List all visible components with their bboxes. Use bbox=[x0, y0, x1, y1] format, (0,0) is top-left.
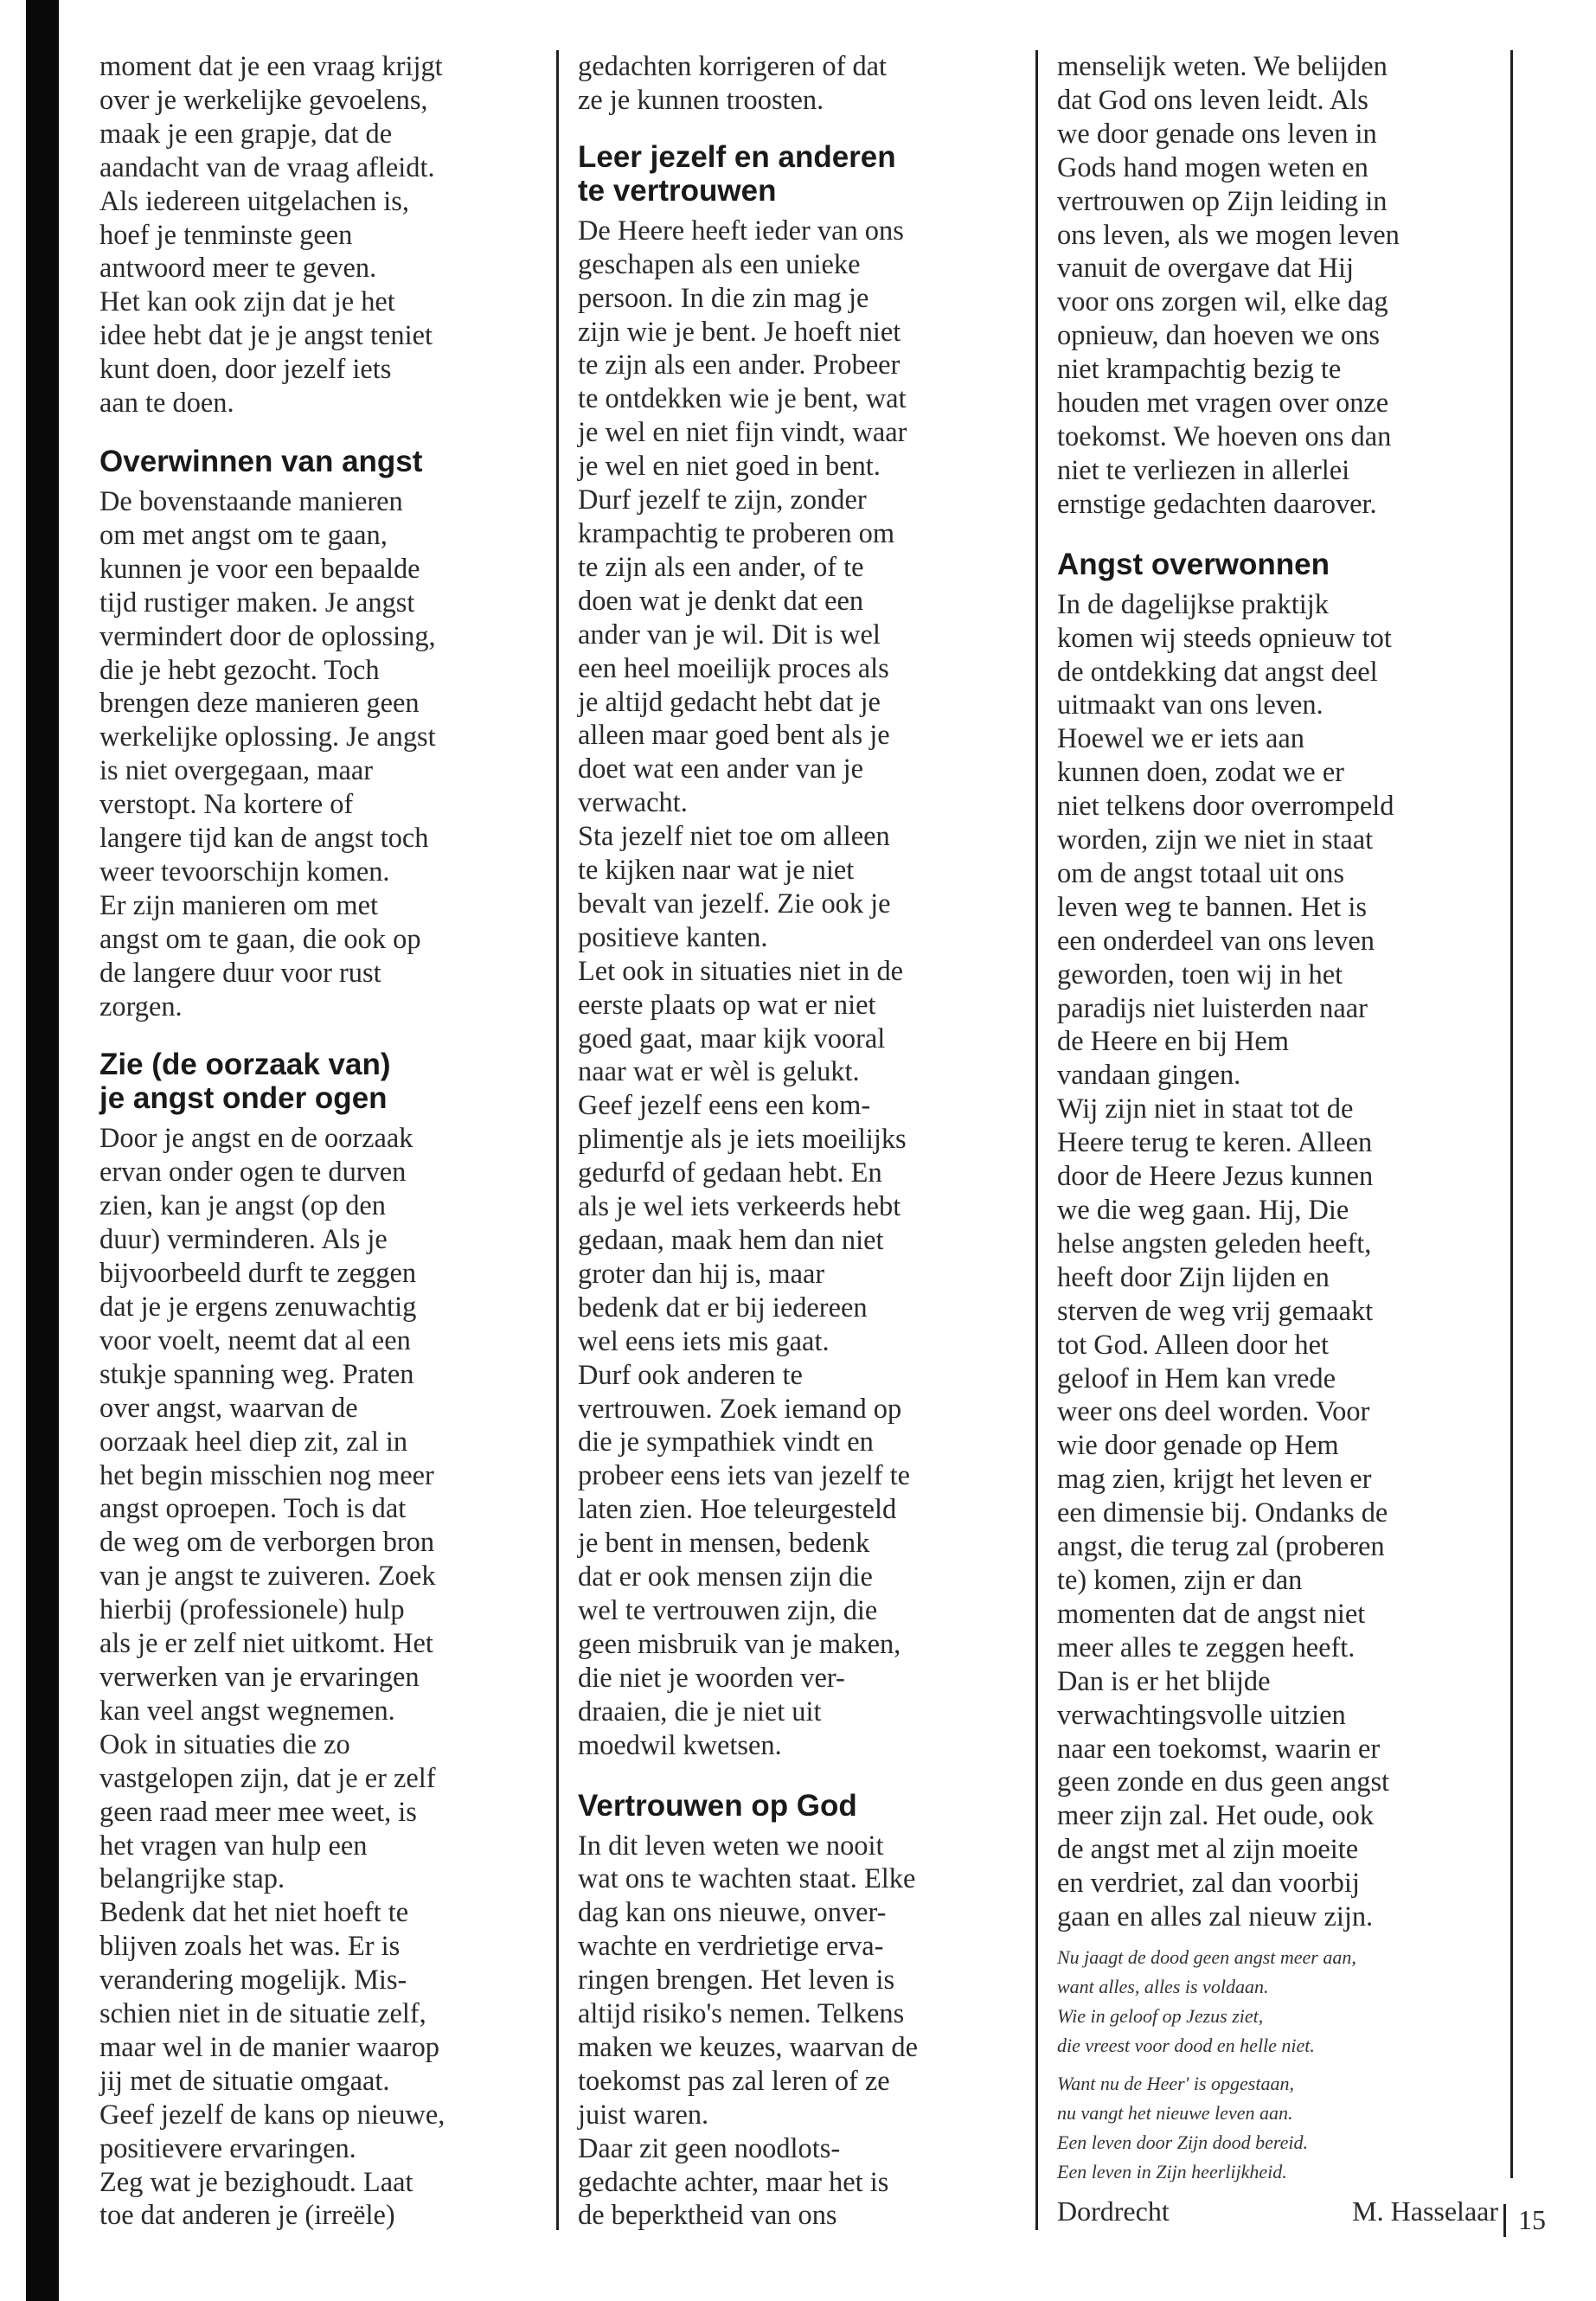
page-number-rule bbox=[1503, 2204, 1506, 2237]
page-number: 15 bbox=[1518, 2204, 1546, 2235]
heading-angst-overwonnen: Angst overwonnen bbox=[1057, 547, 1330, 581]
column1-section2: Door je angst en de oorzaak ervan onder ogen te durven zien, kan je angst (op den duur) verminderen. Als je bijvoorbeeld durft te zeggen dat je je ergens zenuwachtig voor voelt, neemt dat al een stukje spanning weg. Praten over angst, waarvan de oorzaak heel diep zit, zal in het begin misschien nog meer angst oproepen. Toch is dat de weg om de verborgen bron van je angst te zuiveren. Zoek hierbij (professionele) hulp als je er zelf niet uitkomt. Het verwerken van je ervaringen kan veel angst wegnemen. Ook in situaties die zo vastgelopen zijn, dat je er zelf geen raad meer mee weet, is het vragen van hulp een belangrijke stap. Bedenk dat het niet hoeft te blijven zoals het was. Er is verandering mogelijk. Mis- schien niet in de situatie zelf, maar wel in de manier waarop jij met de situatie omgaat. Geef jezelf de kans op nieuwe, positievere ervaringen. Zeg wat je bezighoudt. Laat toe dat anderen je (irreële) bbox=[99, 1123, 445, 2232]
heading-overwinnen-van-angst: Overwinnen van angst bbox=[99, 444, 423, 478]
column1-intro: moment dat je een vraag krijgt over je werkelijke gevoelens, maak je een grapje, dat de aandacht van de vraag afleidt. Als iedereen uitgelachen is, hoef je tenminste geen antwoord meer te geven. Het kan ook zijn dat je het idee hebt dat je je angst teniet kunt doen, door jezelf iets aan te doen. bbox=[99, 51, 443, 420]
heading-zie-je-angst-onder-ogen: Zie (de oorzaak van) je angst onder ogen bbox=[99, 1048, 391, 1116]
scan-edge-bar bbox=[26, 0, 59, 2301]
column2-section2: In dit leven weten we nooit wat ons te wachten staat. Elke dag kan ons nieuwe, onver- wachte en verdrietige erva- ringen brengen. Het leven is altijd risiko's nemen. Telkens maken we keuzes, waarvan de toekomst pas zal leren of ze juist waren. Daar zit geen noodlots- gedachte achter, maar het is de beperktheid van ons bbox=[578, 1830, 918, 2232]
column-2 bbox=[578, 50, 1019, 2233]
signature-author: M. Hasselaar bbox=[1352, 2195, 1498, 2227]
column-1 bbox=[99, 50, 541, 2233]
poem-stanza-2: Want nu de Heer' is opgestaan, nu vangt het nieuwe leven aan. Een leven door Zijn dood bereid. Een leven in Zijn heerlijkheid. bbox=[1057, 2072, 1309, 2182]
column3-section1: In de dagelijkse praktijk komen wij steeds opnieuw tot de ontdekking dat angst deel uitmaakt van ons leven. Hoewel we er iets aan kunnen doen, zodat we er niet telkens door overrompeld worden, zijn we niet in staat om de angst totaal uit ons leven weg te bannen. Het is een onderdeel van ons leven geworden, toen wij in het paradijs niet luisterden naar de Heere en bij Hem vandaan gingen. Wij zijn niet in staat tot de Heere terug te keren. Alleen door de Heere Jezus kunnen we die weg gaan. Hij, Die helse angsten geleden heeft, heeft door Zijn lijden en sterven de weg vrij gemaakt tot God. Alleen door het geloof in Hem kan vrede weer ons deel worden. Voor wie door genade op Hem mag zien, krijgt het leven er een dimensie bij. Ondanks de angst, die terug zal (proberen te) komen, zijn er dan momenten dat de angst niet meer alles te zeggen heeft. Dan is er het blijde verwachtingsvolle uitzien naar een toekomst, waarin er geen zonde en dus geen angst meer zijn zal. Het oude, ook de angst met al zijn moeite en verdriet, zal dan voorbij gaan en alles zal nieuw zijn. bbox=[1057, 588, 1394, 1933]
signature-city: Dordrecht bbox=[1057, 2195, 1170, 2227]
signature bbox=[1057, 2195, 1498, 2230]
heading-vertrouwen-op-god: Vertrouwen op God bbox=[578, 1788, 857, 1823]
column-rule-3 bbox=[1510, 50, 1513, 2178]
column2-section1: De Heere heeft ieder van ons geschapen als een unieke persoon. In die zin mag je zijn wie je bent. Je hoeft niet te zijn als een ander. Probeer te ontdekken wie je bent, wat je wel en niet fijn vindt, waar je wel en niet goed in bent. Durf jezelf te zijn, zonder krampachtig te proberen om te zijn als een ander, of te doen wat je denkt dat een ander van je wil. Dit is wel een heel moeilijk proces als je altijd gedacht hebt dat je alleen maar goed bent als je doet wat een ander van je verwacht. Sta jezelf niet toe om alleen te kijken naar wat je niet bevalt van jezelf. Zie ook je positieve kanten. Let ook in situaties niet in de eerste plaats op wat er niet goed gaat, maar kijk vooral naar wat er wèl is gelukt. Geef jezelf eens een kom- plimentje als je iets moeilijks gedurfd of gedaan hebt. En als je wel iets verkeerds hebt gedaan, maak hem dan niet groter dan hij is, maar bedenk dat er bij iedereen wel eens iets mis gaat. Durf ook anderen te vertrouwen. Zoek iemand op die je sympathiek vindt en probeer eens iets van jezelf te laten zien. Hoe teleurgesteld je bent in mensen, bedenk dat er ook mensen zijn die wel te vertrouwen zijn, die geen misbruik van je maken, die niet je woorden ver- draaien, die je niet uit moedwil kwetsen. bbox=[578, 215, 910, 1761]
poem-stanza-1: Nu jaagt de dood geen angst meer aan, want alles, alles is voldaan. Wie in geloof op Jezus ziet, die vreest voor dood en helle niet. bbox=[1057, 1945, 1356, 2056]
column-rule-1 bbox=[556, 50, 559, 2230]
column2-intro: gedachten korrigeren of dat ze je kunnen troosten. bbox=[578, 51, 888, 116]
column1-section1: De bovenstaande manieren om met angst om te gaan, kunnen je voor een bepaalde tijd rustiger maken. Je angst vermindert door de oplossing, die je hebt gezocht. Toch brengen deze manieren geen werkelijke oplossing. Je angst is niet overgegaan, maar verstopt. Na kortere of langere tijd kan de angst toch weer tevoorschijn komen. Er zijn manieren om met angst om te gaan, die ook op de langere duur voor rust zorgen. bbox=[99, 485, 436, 1022]
heading-leer-jezelf-vertrouwen: Leer jezelf en anderen te vertrouwen bbox=[578, 139, 896, 208]
column-3 bbox=[1057, 50, 1498, 2230]
column-rule-2 bbox=[1035, 50, 1038, 2230]
column3-intro: menselijk weten. We belijden dat God ons leven leidt. Als we door genade ons leven in Gods hand mogen weten en vertrouwen op Zijn leiding in ons leven, als we mogen leven vanuit de overgave dat Hij voor ons zorgen wil, elke dag opnieuw, dan hoeven we ons niet krampachtig bezig te houden met vragen over onze toekomst. We hoeven ons dan niet te verliezen in allerlei ernstige gedachten daarover. bbox=[1057, 51, 1400, 520]
